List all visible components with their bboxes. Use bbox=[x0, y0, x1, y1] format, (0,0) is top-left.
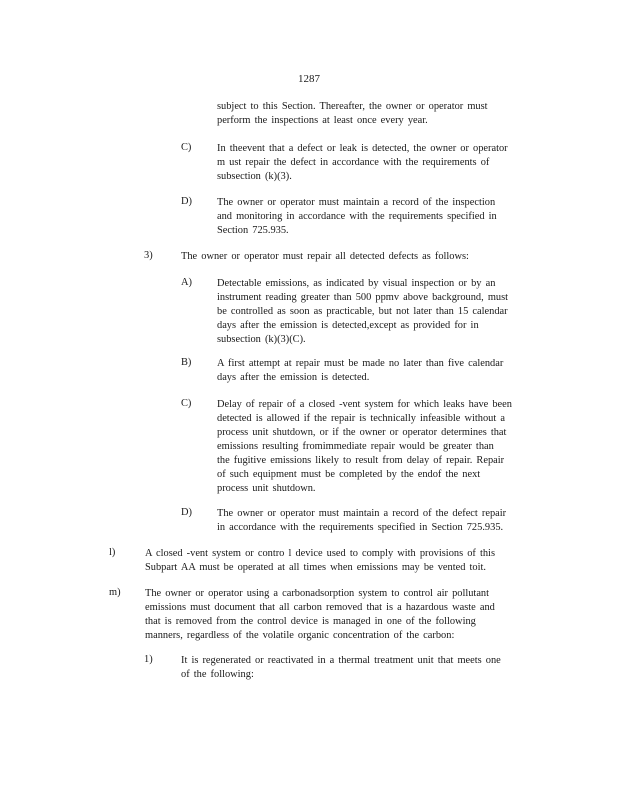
paragraph-line: The owner or operator must maintain a record of the defect repair bbox=[217, 508, 507, 519]
item-a-text bbox=[217, 277, 535, 347]
item-label-d: D) bbox=[181, 196, 192, 207]
paragraph-line: A closed -vent system or contro l device used to comply with provisions of this bbox=[145, 548, 495, 559]
item-b-text bbox=[217, 357, 527, 385]
paragraph-continuation bbox=[217, 100, 517, 128]
item-c2-text bbox=[217, 398, 535, 496]
paragraph-line: detected is allowed if the repair is technically infeasible without a bbox=[217, 413, 505, 424]
paragraph-line: days after the emission is detected. bbox=[217, 372, 370, 383]
item-d2-text bbox=[217, 507, 532, 535]
item-label-a: A) bbox=[181, 277, 192, 288]
paragraph-line: instrument reading greater than 500 ppmv above background, must bbox=[217, 292, 509, 303]
item-label-l: l) bbox=[109, 547, 116, 558]
paragraph-line: process unit shutdown. bbox=[217, 483, 316, 494]
paragraph-line: The owner or operator must maintain a record of the inspection bbox=[217, 197, 496, 208]
paragraph-line: Section 725.935. bbox=[217, 225, 289, 236]
paragraph-line: Subpart AA must be operated at all times when emissions may be vented toit. bbox=[145, 562, 486, 573]
paragraph-line: of such equipment must be completed by the endof the next bbox=[217, 469, 481, 480]
paragraph-line: m ust repair the defect in accordance with the requirements of bbox=[217, 157, 490, 168]
item-m-text bbox=[145, 587, 530, 643]
paragraph-line: subsection (k)(3). bbox=[217, 171, 292, 182]
paragraph-line: emissions resulting fromimmediate repair would be greater than bbox=[217, 441, 494, 452]
item-label-1: 1) bbox=[144, 654, 153, 665]
page-number: 1287 bbox=[298, 73, 320, 85]
paragraph-line: A first attempt at repair must be made no later than five calendar bbox=[217, 358, 504, 369]
paragraph-line: of the following: bbox=[181, 669, 254, 680]
paragraph-line: subject to this Section. Thereafter, the owner or operator must bbox=[217, 101, 488, 112]
item-label-d2: D) bbox=[181, 507, 192, 518]
item-l-text bbox=[145, 547, 525, 575]
paragraph-line: manners, regardless of the volatile organic concentration of the carbon: bbox=[145, 630, 455, 641]
paragraph-line: that is removed from the control device is managed in one of the following bbox=[145, 616, 476, 627]
item-label-m: m) bbox=[109, 587, 121, 598]
paragraph-line: the fugitive emissions likely to result from delay of repair. Repair bbox=[217, 455, 505, 466]
item-3-text bbox=[181, 250, 521, 264]
paragraph-line: perform the inspections at least once every year. bbox=[217, 115, 428, 126]
paragraph-line: It is regenerated or reactivated in a thermal treatment unit that meets one bbox=[181, 655, 501, 666]
item-label-3: 3) bbox=[144, 250, 153, 261]
item-label-c2: C) bbox=[181, 398, 192, 409]
paragraph-line: Delay of repair of a closed -vent system for which leaks have been bbox=[217, 399, 512, 410]
paragraph-line: days after the emission is detected,except as provided for in bbox=[217, 320, 479, 331]
paragraph-line: Detectable emissions, as indicated by visual inspection or by an bbox=[217, 278, 496, 289]
item-label-c: C) bbox=[181, 142, 192, 153]
paragraph-line: The owner or operator must repair all detected defects as follows: bbox=[181, 251, 469, 262]
paragraph-line: be controlled as soon as practicable, but not later than 15 calendar bbox=[217, 306, 508, 317]
paragraph-line: In theevent that a defect or leak is detected, the owner or operator bbox=[217, 143, 508, 154]
paragraph-line: in accordance with the requirements specified in Section 725.935. bbox=[217, 522, 504, 533]
item-1-text bbox=[181, 654, 531, 682]
paragraph-line: process unit shutdown, or if the owner or operator determines that bbox=[217, 427, 507, 438]
paragraph-line: subsection (k)(3)(C). bbox=[217, 334, 306, 345]
item-c-text bbox=[217, 142, 527, 184]
paragraph-line: The owner or operator using a carbonadsorption system to control air pollutant bbox=[145, 588, 490, 599]
item-label-b: B) bbox=[181, 357, 192, 368]
item-d-text bbox=[217, 196, 527, 238]
paragraph-line: and monitoring in accordance with the requirements specified in bbox=[217, 211, 497, 222]
paragraph-line: emissions must document that all carbon removed that is a hazardous waste and bbox=[145, 602, 495, 613]
